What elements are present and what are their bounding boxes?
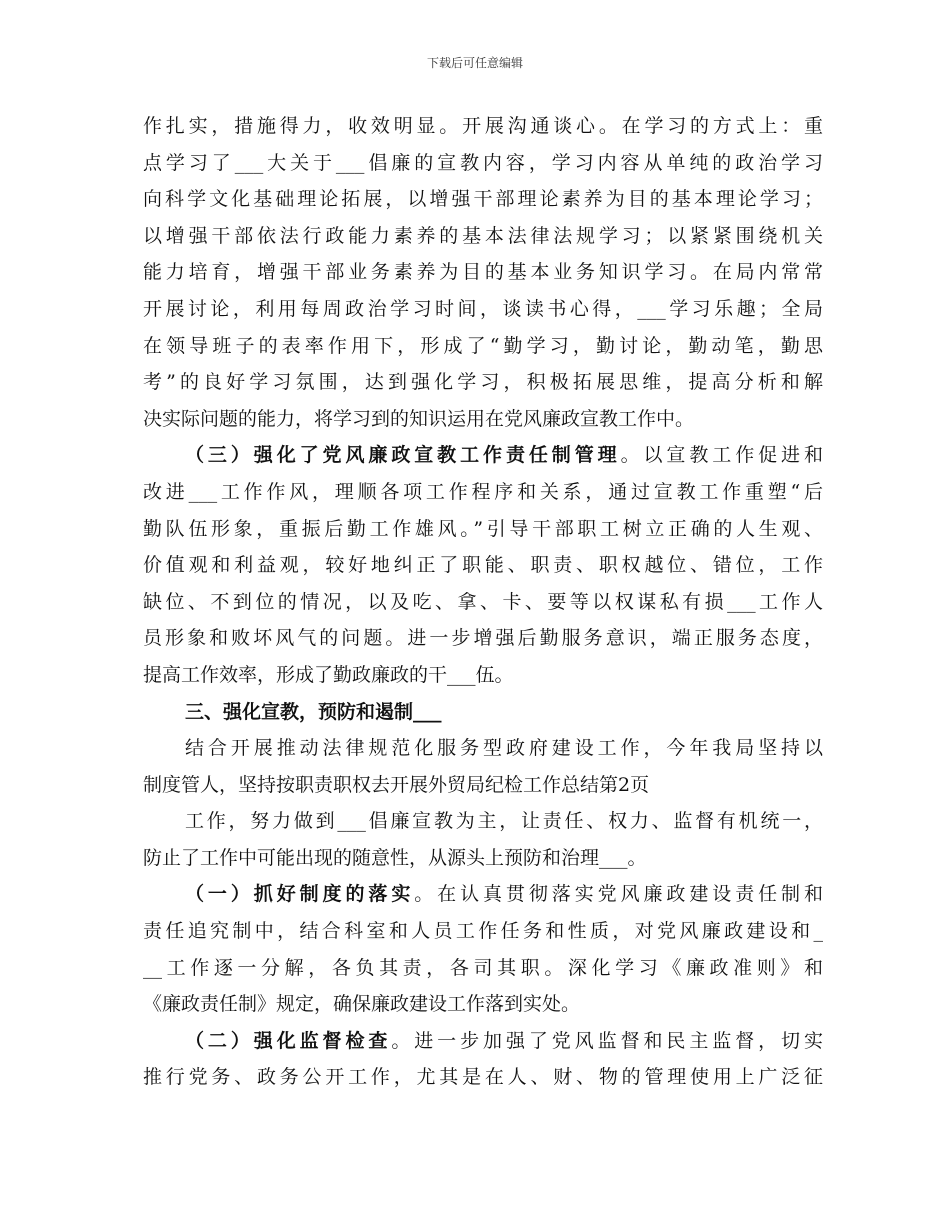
text-line <box>143 511 823 548</box>
line-text: 提高工作效率，形成了勤政廉政的干___伍。 <box>143 663 514 686</box>
text-line <box>143 986 823 1023</box>
line-text: 改进___工作作风，理顺各项工作程序和关系，通过宣教工作重塑“后 <box>143 480 823 503</box>
text-line <box>143 474 823 511</box>
line-text: 责任追究制中，结合科室和人员工作任务和性质，对党风廉政建设和_ <box>143 920 823 943</box>
text-line <box>143 803 823 840</box>
text-line <box>143 694 823 731</box>
line-text: 。进一步加强了党风监督和民主监督，切实 <box>391 1029 823 1052</box>
line-text: 在领导班子的表率作用下，形成了“勤学习，勤讨论，勤动笔，勤思 <box>143 334 823 357</box>
text-line <box>143 876 823 913</box>
text-line <box>143 547 823 584</box>
document-body <box>143 108 823 1096</box>
text-line <box>143 328 823 365</box>
line-text: 向科学文化基础理论拓展，以增强干部理论素养为目的基本理论学习； <box>143 188 823 211</box>
line-text: __工作逐一分解，各负其责，各司其职。深化学习《廉政准则》和 <box>143 956 823 979</box>
line-text: 推行党务、政务公开工作，尤其是在人、财、物的管理使用上广泛征 <box>143 1066 823 1089</box>
text-line <box>143 950 823 987</box>
text-line <box>143 108 823 145</box>
text-line <box>143 291 823 328</box>
line-text: 《廉政责任制》规定，确保廉政建设工作落到实处。 <box>143 993 581 1016</box>
text-line <box>143 437 823 474</box>
line-text: 。在认真贯彻落实党风廉政建设责任制和 <box>414 883 823 906</box>
line-text: 。以宣教工作促进和 <box>620 444 823 467</box>
line-text: 工作，努力做到___倡廉宣教为主，让责任、权力、监督有机统一， <box>185 810 823 833</box>
line-text: 员形象和败坏风气的问题。进一步增强后勤服务意识，端正服务态度， <box>143 627 823 650</box>
text-line <box>143 1023 823 1060</box>
text-line <box>143 620 823 657</box>
line-text: 防止了工作中可能出现的随意性，从源头上预防和治理___。 <box>143 846 647 869</box>
line-text: 以增强干部依法行政能力素养的基本法律法规学习；以紧紧围绕机关 <box>143 224 823 247</box>
line-text: 点学习了___大关于___倡廉的宣教内容，学习内容从单纯的政治学习 <box>143 151 823 174</box>
line-text: 开展讨论，利用每周政治学习时间，谈读书心得，___学习乐趣；全局 <box>143 297 823 320</box>
text-line <box>143 840 823 877</box>
text-line <box>143 1059 823 1096</box>
line-text: 缺位、不到位的情况，以及吃、拿、卡、要等以权谋私有损___工作人 <box>143 590 823 613</box>
line-text: 勤队伍形象，重振后勤工作雄风。”引导干部职工树立正确的人生观、 <box>143 517 823 540</box>
text-line <box>143 657 823 694</box>
page-header: 下载后可任意编辑 <box>426 56 523 70</box>
bold-heading: （三）强化了党风廉政宣教工作责任制管理 <box>185 444 621 467</box>
text-line <box>143 364 823 401</box>
text-line <box>143 913 823 950</box>
text-line <box>143 584 823 621</box>
bold-heading: 三、强化宣教，预防和遏制___ <box>185 700 442 723</box>
line-text: 制度管人，坚持按职责职权去开展外贸局纪检工作总结第2页 <box>143 773 650 796</box>
line-text: 决实际问题的能力，将学习到的知识运用在党风廉政宣教工作中。 <box>143 407 695 430</box>
text-line <box>143 181 823 218</box>
text-line <box>143 401 823 438</box>
text-line <box>143 145 823 182</box>
text-line <box>143 254 823 291</box>
text-line <box>143 730 823 767</box>
bold-heading: （二）强化监督检查 <box>185 1029 392 1052</box>
line-text: 价值观和利益观，较好地纠正了职能、职责、职权越位、错位，工作 <box>143 554 823 577</box>
bold-heading: （一）抓好制度的落实 <box>185 883 415 906</box>
text-line <box>143 767 823 804</box>
text-line <box>143 218 823 255</box>
line-text: 作扎实，措施得力，收效明显。开展沟通谈心。在学习的方式上：重 <box>143 115 823 137</box>
line-text: 考”的良好学习氛围，达到强化学习，积极拓展思维，提高分析和解 <box>143 371 823 394</box>
line-text: 能力培育，增强干部业务素养为目的基本业务知识学习。在局内常常 <box>143 261 823 284</box>
line-text: 结合开展推动法律规范化服务型政府建设工作，今年我局坚持以 <box>185 737 823 760</box>
